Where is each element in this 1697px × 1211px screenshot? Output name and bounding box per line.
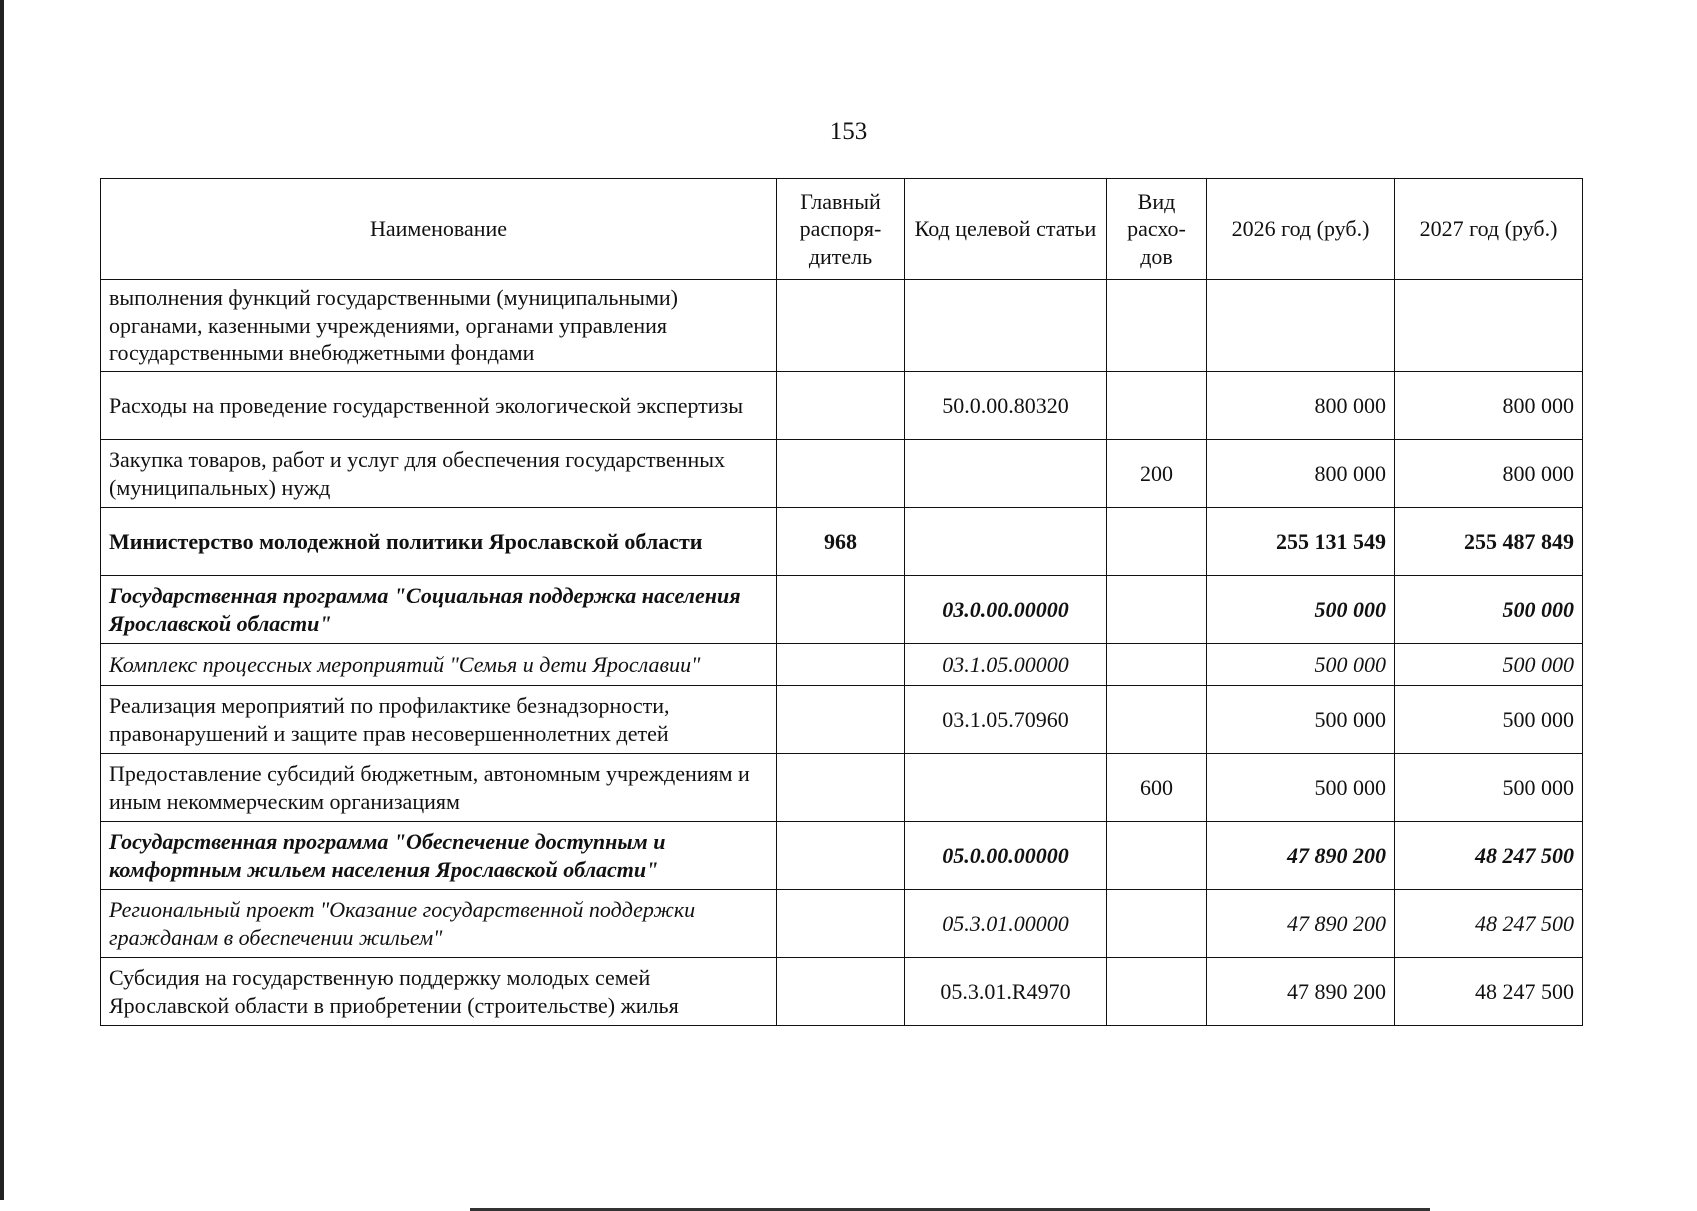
cell-main-manager <box>777 372 905 440</box>
table-row <box>101 686 1583 754</box>
cell-amount-2026: 500 000 <box>1207 686 1395 754</box>
cell-name: Расходы на проведение государственной экологической экспертизы <box>101 372 777 440</box>
cell-target-code <box>905 754 1107 822</box>
header-expense-type: Вид расхо-дов <box>1107 179 1207 280</box>
table-row <box>101 822 1583 890</box>
cell-amount-2027 <box>1395 280 1583 372</box>
cell-name: Комплекс процессных мероприятий "Семья и дети Ярославии" <box>101 644 777 686</box>
cell-target-code: 03.0.00.00000 <box>905 576 1107 644</box>
cell-amount-2027: 500 000 <box>1395 644 1583 686</box>
cell-target-code: 05.0.00.00000 <box>905 822 1107 890</box>
table-row <box>101 576 1583 644</box>
cell-expense-type <box>1107 508 1207 576</box>
cell-expense-type <box>1107 822 1207 890</box>
header-2027: 2027 год (руб.) <box>1395 179 1583 280</box>
cell-name: Государственная программа "Обеспечение доступным и комфортным жильем населения Ярославской области" <box>101 822 777 890</box>
cell-target-code <box>905 440 1107 508</box>
cell-target-code <box>905 280 1107 372</box>
cell-amount-2026: 255 131 549 <box>1207 508 1395 576</box>
cell-target-code: 50.0.00.80320 <box>905 372 1107 440</box>
cell-main-manager <box>777 822 905 890</box>
cell-main-manager <box>777 576 905 644</box>
cell-amount-2026: 500 000 <box>1207 644 1395 686</box>
cell-amount-2027: 500 000 <box>1395 754 1583 822</box>
cell-expense-type <box>1107 958 1207 1026</box>
table-row <box>101 280 1583 372</box>
cell-name: Субсидия на государственную поддержку молодых семей Ярославской области в приобретении (строительстве) жилья <box>101 958 777 1026</box>
header-name: Наименование <box>101 179 777 280</box>
cell-amount-2026: 47 890 200 <box>1207 958 1395 1026</box>
cell-name: Региональный проект "Оказание государственной поддержки гражданам в обеспечении жильем" <box>101 890 777 958</box>
cell-amount-2027: 800 000 <box>1395 372 1583 440</box>
cell-amount-2027: 500 000 <box>1395 686 1583 754</box>
table-header-row <box>101 179 1583 280</box>
header-main-manager: Главный распоря-дитель <box>777 179 905 280</box>
table-row <box>101 508 1583 576</box>
cell-amount-2026: 800 000 <box>1207 440 1395 508</box>
header-2026: 2026 год (руб.) <box>1207 179 1395 280</box>
page-number: 153 <box>829 118 868 145</box>
budget-table <box>100 178 1583 1026</box>
cell-main-manager <box>777 686 905 754</box>
table-row <box>101 644 1583 686</box>
cell-expense-type: 600 <box>1107 754 1207 822</box>
cell-amount-2027: 48 247 500 <box>1395 890 1583 958</box>
cell-target-code: 03.1.05.00000 <box>905 644 1107 686</box>
cell-target-code <box>905 508 1107 576</box>
cell-amount-2027: 48 247 500 <box>1395 958 1583 1026</box>
cell-amount-2026: 47 890 200 <box>1207 890 1395 958</box>
cell-expense-type <box>1107 686 1207 754</box>
cell-amount-2026: 500 000 <box>1207 576 1395 644</box>
cell-target-code: 05.3.01.R4970 <box>905 958 1107 1026</box>
table-row <box>101 958 1583 1026</box>
cell-target-code: 05.3.01.00000 <box>905 890 1107 958</box>
cell-amount-2027: 255 487 849 <box>1395 508 1583 576</box>
table-row <box>101 890 1583 958</box>
cell-main-manager <box>777 890 905 958</box>
cell-amount-2026: 500 000 <box>1207 754 1395 822</box>
header-target-code: Код целевой статьи <box>905 179 1107 280</box>
scan-edge <box>0 0 4 1200</box>
cell-name: выполнения функций государственными (муниципальными) органами, казенными учреждениями, органами управления государственными внебюджетными фондами <box>101 280 777 372</box>
cell-main-manager <box>777 958 905 1026</box>
cell-main-manager: 968 <box>777 508 905 576</box>
cell-expense-type <box>1107 644 1207 686</box>
cell-amount-2026 <box>1207 280 1395 372</box>
table-row <box>101 372 1583 440</box>
table-row <box>101 754 1583 822</box>
cell-name: Реализация мероприятий по профилактике безнадзорности, правонарушений и защите прав несовершеннолетних детей <box>101 686 777 754</box>
cell-main-manager <box>777 754 905 822</box>
cell-expense-type: 200 <box>1107 440 1207 508</box>
cell-name: Государственная программа "Социальная поддержка населения Ярославской области" <box>101 576 777 644</box>
cell-expense-type <box>1107 890 1207 958</box>
cell-expense-type <box>1107 372 1207 440</box>
cell-amount-2027: 800 000 <box>1395 440 1583 508</box>
cell-target-code: 03.1.05.70960 <box>905 686 1107 754</box>
cell-main-manager <box>777 280 905 372</box>
cell-name: Министерство молодежной политики Ярославской области <box>101 508 777 576</box>
table-row <box>101 440 1583 508</box>
cell-main-manager <box>777 644 905 686</box>
cell-name: Закупка товаров, работ и услуг для обеспечения государственных (муниципальных) нужд <box>101 440 777 508</box>
cell-main-manager <box>777 440 905 508</box>
cell-amount-2026: 800 000 <box>1207 372 1395 440</box>
cell-amount-2027: 500 000 <box>1395 576 1583 644</box>
cell-amount-2026: 47 890 200 <box>1207 822 1395 890</box>
cell-amount-2027: 48 247 500 <box>1395 822 1583 890</box>
cell-expense-type <box>1107 576 1207 644</box>
cell-expense-type <box>1107 280 1207 372</box>
cell-name: Предоставление субсидий бюджетным, автономным учреждениям и иным некоммерческим организациям <box>101 754 777 822</box>
